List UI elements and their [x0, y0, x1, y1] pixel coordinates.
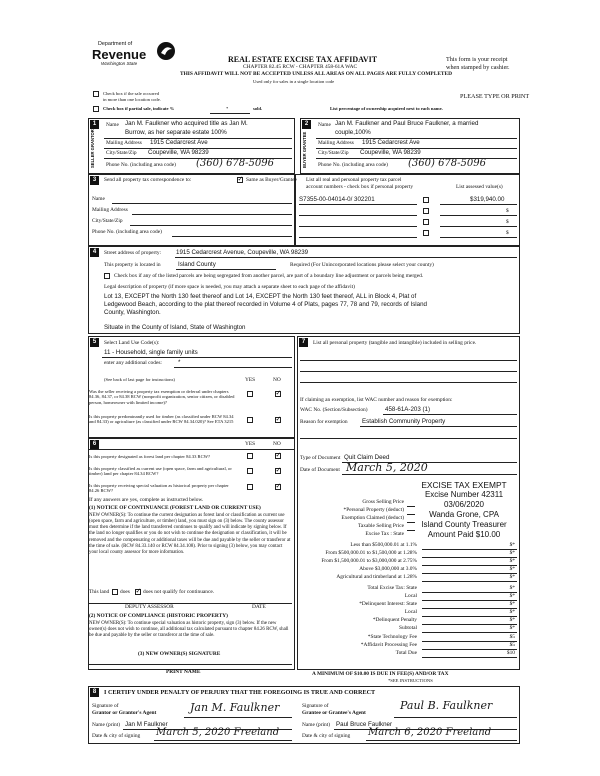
seller-name-label: Name [106, 122, 119, 128]
dor-logo [92, 40, 182, 76]
buyer-phone-label: Phone No. (including area code) [318, 162, 388, 168]
tax-row-val-18: $10 [506, 650, 515, 656]
if-yes-note: If any answers are yes, complete as instructed below. [89, 497, 204, 503]
legal-line-3[interactable]: County, Washington. [104, 309, 161, 316]
section-8-badge: 8 [90, 688, 99, 697]
tax-row-val-12: $* [509, 601, 515, 607]
buyer-side-label: BUYER GRANTEE [302, 131, 307, 168]
seller-phone-label: Phone No. (including area code) [106, 162, 176, 168]
see-instructions: *SEE INSTRUCTIONS [388, 678, 433, 683]
assessed-value[interactable]: $319,940.00 [470, 196, 505, 203]
single-location-note: Used only for sales in a single location code [253, 79, 335, 84]
forest-no-checkbox[interactable] [275, 453, 281, 459]
parcel-3-checkbox[interactable] [423, 219, 429, 225]
grantor-name[interactable]: Jan M Faulkner [125, 721, 168, 728]
segregated-checkbox[interactable] [104, 273, 110, 279]
tax-row-val-14: $* [509, 617, 515, 623]
buyer-name-label: Name [318, 122, 331, 128]
doc-date[interactable]: March 5, 2020 [346, 461, 428, 474]
timber-yes-checkbox[interactable] [247, 417, 253, 423]
grantor-date-label: Date & city of signing [92, 733, 141, 739]
wac-number[interactable]: 458-61A-203 (1) [385, 406, 431, 413]
land-use-label: Select Land Use Code(s): [104, 340, 160, 346]
tax-row-val-7: $* [509, 558, 515, 564]
seller-name-line2[interactable]: Burrow, as her separate estate 100% [125, 129, 227, 136]
tax-row-label-6: From $500,000.01 to $1,500,000 at 1.28% [325, 550, 417, 556]
parcel-personal-checkbox[interactable] [423, 197, 429, 203]
street-address[interactable]: 1915 Cedarcrest Avenue, Coupeville, WA 98239 [176, 249, 309, 256]
grantee-name-label: Name (print) [302, 722, 330, 728]
tax-row-val-5: $* [509, 542, 515, 548]
forest-question: Is this property designated as forest land per chapter 84.33 RCW? [89, 454, 211, 459]
minimum-due-note: A MINIMUM OF $10.00 IS DUE IN FEE(S) AND/OR TAX [312, 671, 449, 677]
legal-line-1[interactable]: Lot 13, EXCEPT the North 130 feet thereof and Lot 14, EXCEPT the North 130 feet thereof, ALL in Block 4, Plat of [104, 293, 417, 300]
tax-row-label-2: Exemption Claimed (deduct) [341, 515, 404, 521]
tax-row-label-5: Less than $500,000.01 at 1.1% [350, 542, 417, 548]
tax-row-label-12: *Delinquent Interest: State [359, 601, 417, 607]
land-does-not-checkbox[interactable] [135, 589, 141, 595]
assessed-3: $ [506, 219, 509, 225]
corr-city-label: City/State/Zip [92, 218, 123, 224]
legal-line-2[interactable]: Ledgewood Beach, according to the plat thereof recorded in Volume 4 of Plats, pages 77, 78 and 79, records of Island [104, 301, 427, 308]
tax-row-val-17: $5 [509, 642, 515, 648]
grantor-signature[interactable]: Jan M. Faulkner [190, 701, 280, 714]
timber-question: Is this property predominantly used for timber (as classified under RCW 84.34 and 84.33) or agriculture (as classified under RCW 84.34.020)? See ETA 3215 [89, 414, 234, 425]
grantor-name-label: Name (print) [92, 722, 120, 728]
designation-no: NO [273, 441, 281, 447]
deputy-date-label: DATE [252, 604, 266, 610]
partial-sale-checkbox[interactable] [93, 106, 99, 112]
buyer-name-line1[interactable]: Jan M. Faulkner and Paul Bruce Faulkner, a married [335, 120, 479, 127]
tax-row-label-18: Total Due [395, 650, 417, 656]
this-land-label: This land [89, 589, 110, 595]
section-6-badge: 6 [90, 440, 99, 449]
logo-revenue: Revenue [92, 47, 147, 62]
corr-mailing-label: Mailing Address [92, 207, 128, 213]
parcel-list-title-2: account numbers - check box if personal property [306, 184, 414, 190]
section-3-badge: 3 [90, 176, 99, 185]
tax-row-label-8: Above $3,000,000 at 3.0% [359, 566, 417, 572]
seller-mailing[interactable]: 1915 Cedarcrest Ave [150, 139, 208, 146]
receipt-note-1: This form is your receipt [446, 56, 508, 63]
tax-row-label-17: *Affidavit Processing Fee [360, 642, 417, 648]
see-back-note: (See back of last page for instructions) [104, 377, 175, 382]
certify-statement: I CERTIFY UNDER PENALTY OF PERJURY THAT THE FOREGOING IS TRUE AND CORRECT [104, 689, 376, 696]
parcel-list-title-1: List all real and personal property tax parcel [306, 177, 402, 183]
form-chapter: CHAPTER 82.45 RCW - CHAPTER 458-61A WAC [243, 64, 358, 70]
grantor-sig-label-1: Signature of [92, 703, 119, 709]
tax-row-label-14: *Delinquent Penalty [372, 617, 417, 623]
new-owner-signature-label: (3) NEW OWNER(S) SIGNATURE [138, 651, 221, 657]
receipt-note-2: when stamped by cashier. [446, 64, 510, 71]
tax-row-label-9: Agricultural and timberland at 1.28% [336, 574, 417, 580]
land-does-checkbox[interactable] [112, 589, 118, 595]
tax-row-val-10: $* [509, 585, 515, 591]
notice-2-body: NEW OWNER(S): To continue special valuation as historic property, sign (3) below. If the new owner(s) does not wish to continue, all additional tax calculated pursuant to chapter 84.26 RCW, shall be due and payable by the seller or transferor at the time of sale. [89, 621, 289, 639]
wac-label: WAC No. (Section/Subsection) [300, 407, 368, 413]
stamp-line-4: Wanda Grone, CPA [429, 510, 499, 519]
additional-codes[interactable]: * [178, 359, 181, 366]
grantee-sig-label-1: Signature of [302, 703, 329, 709]
logo-state: Washington State [101, 61, 138, 66]
stamp-line-5: Island County Treasurer [421, 520, 507, 529]
current-use-question: Is this property classified as current use (open space, farm and agricultural, or timber) land per chapter 84.34 RCW? [89, 466, 232, 477]
parcel-4-checkbox[interactable] [423, 230, 429, 236]
correspondence-label: Send all property tax correspondence to: [104, 177, 192, 183]
section-7-badge: 7 [299, 338, 308, 347]
section-2-badge: 2 [302, 120, 311, 129]
assessed-title: List assessed value(s) [456, 184, 503, 190]
doc-type-label: Type of Document [300, 455, 341, 461]
land-use-no: NO [273, 377, 281, 383]
corr-phone-label: Phone No. (including area code) [92, 229, 162, 235]
grantor-date[interactable]: March 5, 2020 Freeland [156, 727, 280, 738]
current-use-yes-checkbox[interactable] [247, 468, 253, 474]
partial-sale-pct[interactable]: * [226, 106, 229, 111]
land-use-yes: YES [245, 377, 256, 383]
tax-row-val-15: $* [509, 625, 515, 631]
section-5-badge: 5 [90, 338, 99, 347]
grantee-sig-label-2: Grantee or Grantee's Agent [302, 710, 366, 716]
section-4-badge: 4 [90, 248, 99, 257]
grantor-sig-label-2: Grantor or Grantor's Agent [92, 710, 157, 716]
buyer-mailing[interactable]: 1915 Cedarcrest Ave [362, 139, 420, 146]
tax-row-label-11: Local [404, 593, 417, 599]
tax-row-label-16: *State Technology Fee [367, 634, 417, 640]
form-title: REAL ESTATE EXCISE TAX AFFIDAVIT [228, 55, 378, 64]
print-name-label: PRINT NAME [166, 669, 201, 675]
seller-phone[interactable]: (360) 678-5096 [196, 158, 274, 169]
land-does-label: does [120, 589, 130, 595]
stamp-line-2: Excise Number 42311 [424, 490, 504, 499]
personal-property-label: List all personal property (tangible and intangible) included in selling price. [313, 340, 477, 346]
tax-row-val-16: $5 [509, 634, 515, 640]
tax-row-val-11: $* [509, 593, 515, 599]
designation-yes: YES [245, 441, 256, 447]
buyer-city[interactable]: Coupeville, WA 98239 [360, 149, 421, 156]
notice-1-title: (1) NOTICE OF CONTINUANCE (FOREST LAND OR CURRENT USE) [89, 505, 261, 511]
tax-row-val-6: $* [509, 550, 515, 556]
tax-row-label-1: *Personal Property (deduct) [343, 507, 404, 513]
logo-dept: Department of [98, 41, 133, 47]
parcel-number[interactable]: S7355-00-04014-0/ 302201 [299, 196, 375, 203]
tax-row-label-3: Taxable Selling Price [357, 523, 404, 529]
seller-mailing-label: Mailing Address [106, 140, 142, 146]
grantee-name[interactable]: Paul Bruce Faulkner [336, 721, 393, 728]
county[interactable]: Island County [178, 261, 216, 268]
tax-row-label-10: Total Excise Tax: State [367, 585, 417, 591]
exemption-yes-checkbox[interactable] [247, 391, 253, 397]
seller-city[interactable]: Coupeville, WA 98239 [148, 149, 209, 156]
required-note: Required (For Unincorporated locations please select your county) [290, 262, 434, 268]
buyer-city-label: City/State/Zip [318, 150, 349, 156]
doc-type[interactable]: Quit Claim Deed [344, 454, 390, 461]
stamp-line-3: 03/06/2020 [443, 500, 485, 509]
land-use-code[interactable]: 11 - Household, single family units [104, 349, 198, 356]
tax-row-val-8: $* [509, 566, 515, 572]
seller-side-label: SELLER GRANTOR [90, 129, 95, 168]
tax-row-label-15: Subtotal [399, 625, 417, 631]
partial-sale-sold: sold. [253, 106, 263, 111]
tax-calc-table [300, 500, 517, 662]
legal-label: Legal description of property (if more space is needed, you may attach a separate sheet to each page of the affidavit) [104, 284, 355, 290]
buyer-phone[interactable]: (360) 678-5096 [408, 158, 486, 169]
multi-location-label: Check box if the sale occurred [103, 91, 159, 96]
timber-no-checkbox[interactable] [275, 417, 281, 423]
same-as-buyer-checkbox[interactable] [237, 177, 243, 183]
claiming-exemption-label: If claiming an exemption, list WAC number and reason for exemption: [300, 397, 453, 403]
tax-row-label-7: From $1,500,000.01 to $3,000,000 at 2.75% [321, 558, 417, 564]
historic-no-checkbox[interactable] [275, 484, 281, 490]
situate-line[interactable]: Situate in the County of Island, State of Washington [104, 324, 246, 331]
please-type: PLEASE TYPE OR PRINT [460, 93, 530, 100]
ownership-note: List percentage of ownership acquired next to each name. [330, 106, 443, 111]
current-use-no-checkbox[interactable] [275, 468, 281, 474]
located-label: This property is located in [104, 262, 161, 268]
reason-label: Reason for exemption [300, 419, 348, 425]
tax-row-label-13: Local [404, 609, 417, 615]
additional-codes-label: enter any additional codes: [104, 360, 162, 366]
historic-question: Is this property receiving special valuation as historical property per chapter 84.26 RCW? [89, 483, 229, 494]
doc-date-label: Date of Document [300, 467, 340, 473]
buyer-name-line2[interactable]: couple,100% [335, 129, 371, 136]
multi-location-checkbox[interactable] [93, 91, 99, 97]
grantee-date-label: Date & city of signing [302, 733, 351, 739]
form-warning: THIS AFFIDAVIT WILL NOT BE ACCEPTED UNLESS ALL AREAS ON ALL PAGES ARE FULLY COMPLETED [180, 71, 453, 77]
exemption-reason[interactable]: Establish Community Property [362, 418, 446, 425]
tax-row-label-4: Excise Tax : State [365, 531, 404, 537]
seller-city-label: City/State/Zip [106, 150, 137, 156]
buyer-mailing-label: Mailing Address [318, 140, 354, 146]
historic-yes-checkbox[interactable] [247, 484, 253, 490]
assessed-4: $ [506, 230, 509, 236]
notice-1-body: NEW OWNER(S): To continue the current designation as forest land or classification as current use (open space, farm and agriculture, or timber) land, you must sign on (3) below. The county assessor must then determine if the land transferred continues to qualify and will indicate by signing below. If the land no longer qualifies or you do not wish to continue the designation or classification, it will be removed and the compensating or additional taxes will be due and payable by the seller or transferor at the time of sale. (RCW 84.33.140 or RCW 84.34.108). Prior to signing (3) below, you may contact your local county assessor for more information. [89, 513, 291, 555]
grantee-date[interactable]: March 6, 2020 Freeland [368, 727, 492, 738]
tax-row-val-9: $* [509, 574, 515, 580]
tax-row-label-0: Gross Selling Price [362, 499, 404, 505]
land-does-not-label: does not qualify for continuance. [143, 589, 215, 595]
tax-row-val-13: $* [509, 609, 515, 615]
seller-name-line1[interactable]: Jan M. Faulkner who acquired title as Jan M. [125, 120, 248, 127]
notice-2-title: (2) NOTICE OF COMPLIANCE (HISTORIC PROPERTY) [89, 613, 228, 619]
deputy-assessor-label: DEPUTY ASSESSOR [125, 604, 174, 610]
multi-location-label-2: in more than one location code. [103, 97, 161, 102]
forest-yes-checkbox[interactable] [247, 453, 253, 459]
street-label: Street address of property: [104, 250, 162, 256]
exemption-no-checkbox[interactable] [275, 391, 281, 397]
exemption-question: Was the seller receiving a property tax exemption or deferral under chapters 84.36, 84.37, or 84.38 RCW (nonprofit organization, senior citizen, or disabled person, homeowner with limited income)? [89, 389, 235, 405]
section-1-badge: 1 [90, 120, 99, 129]
stamp-line-1: EXCISE TAX EXEMPT [421, 480, 507, 490]
logo-mark-icon [156, 41, 176, 61]
corr-name-label: Name [92, 196, 105, 202]
same-as-buyer-label: Same as Buyer/Grantee [246, 177, 297, 183]
stamp-line-6: Amount Paid $10.00 [427, 530, 501, 539]
grantee-signature[interactable]: Paul B. Faulkner [400, 699, 493, 712]
partial-sale-label: Check box if partial sale, indicate % [103, 106, 175, 111]
parcel-2-checkbox[interactable] [423, 208, 429, 214]
segregated-label: Check box if any of the listed parcels are being segregated from another parcel, are part of a boundary line adjustment or parcels being merged. [114, 273, 424, 279]
assessed-2: $ [506, 208, 509, 214]
